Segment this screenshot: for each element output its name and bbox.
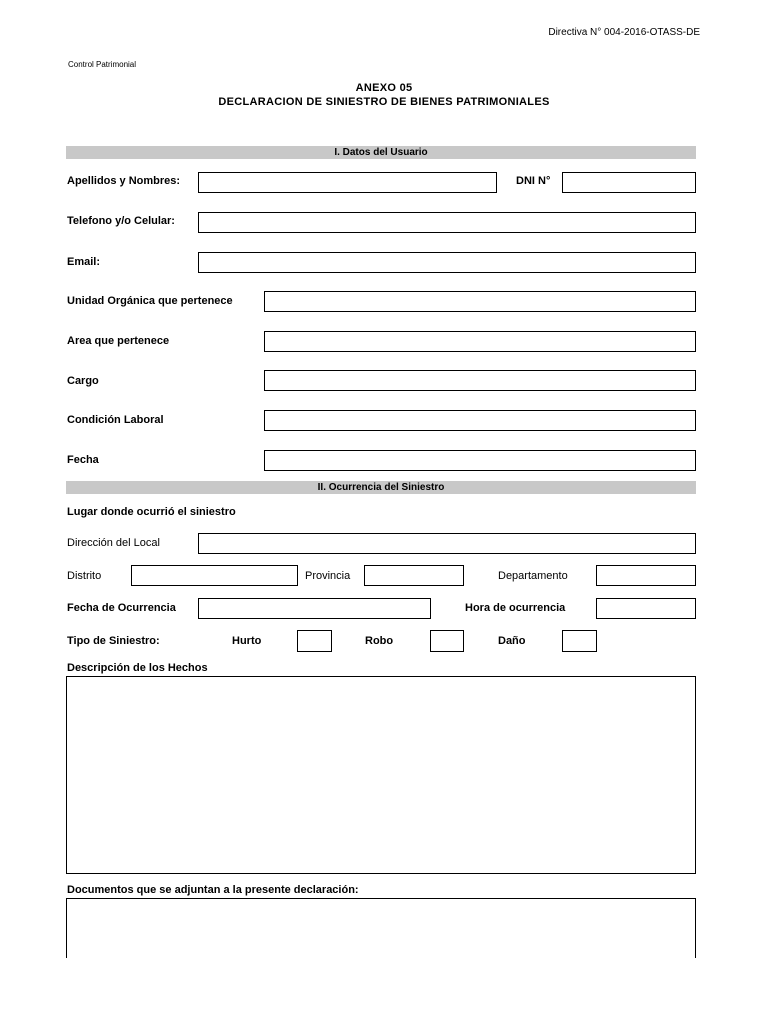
robo-label: Robo [365,635,394,647]
condicion-label: Condición Laboral [67,414,164,426]
fecha-label: Fecha [67,454,99,466]
unidad-label: Unidad Orgánica que pertenece [67,295,233,307]
directive-reference: Directiva N° 004-2016-OTASS-DE [548,27,700,38]
dano-label: Daño [498,635,526,647]
hurto-checkbox[interactable] [297,630,332,652]
documentos-label: Documentos que se adjuntan a la presente declaración: [67,884,359,896]
fecha-ocurrencia-field[interactable] [198,598,431,619]
area-field[interactable] [264,331,696,352]
email-label: Email: [67,256,101,268]
descripcion-label: Descripción de los Hechos [67,662,208,674]
apellidos-label: Apellidos y Nombres: [67,175,181,187]
cargo-field[interactable] [264,370,696,391]
distrito-label: Distrito [67,570,102,582]
direccion-field[interactable] [198,533,696,554]
fecha-field[interactable] [264,450,696,471]
hurto-label: Hurto [232,635,262,647]
cargo-label: Cargo [67,375,99,387]
annex-label: ANEXO 05 [355,82,413,94]
area-label: Area que pertenece [67,335,170,347]
unidad-field[interactable] [264,291,696,312]
tipo-siniestro-label: Tipo de Siniestro: [67,635,160,647]
hora-ocurrencia-label: Hora de ocurrencia [465,602,566,614]
direccion-label: Dirección del Local [67,537,160,549]
department-label: Control Patrimonial [68,60,137,69]
email-field[interactable] [198,252,696,273]
section-user-data-heading: I. Datos del Usuario [66,146,696,159]
hora-ocurrencia-field[interactable] [596,598,696,619]
section-occurrence-heading: II. Ocurrencia del Siniestro [66,481,696,494]
dni-label: DNI N° [516,175,551,187]
descripcion-textarea[interactable] [66,676,696,874]
telefono-field[interactable] [198,212,696,233]
fecha-ocurrencia-label: Fecha de Ocurrencia [67,602,176,614]
telefono-label: Telefono y/o Celular: [67,215,175,227]
robo-checkbox[interactable] [430,630,464,652]
documentos-textarea[interactable] [66,898,696,958]
provincia-label: Provincia [305,570,351,582]
provincia-field[interactable] [364,565,464,586]
distrito-field[interactable] [131,565,298,586]
lugar-label: Lugar donde ocurrió el siniestro [67,506,236,518]
dano-checkbox[interactable] [562,630,597,652]
document-title: DECLARACION DE SINIESTRO DE BIENES PATRIMONIALES [218,96,550,108]
dni-field[interactable] [562,172,696,193]
departamento-label: Departamento [498,570,568,582]
apellidos-field[interactable] [198,172,497,193]
departamento-field[interactable] [596,565,696,586]
condicion-field[interactable] [264,410,696,431]
